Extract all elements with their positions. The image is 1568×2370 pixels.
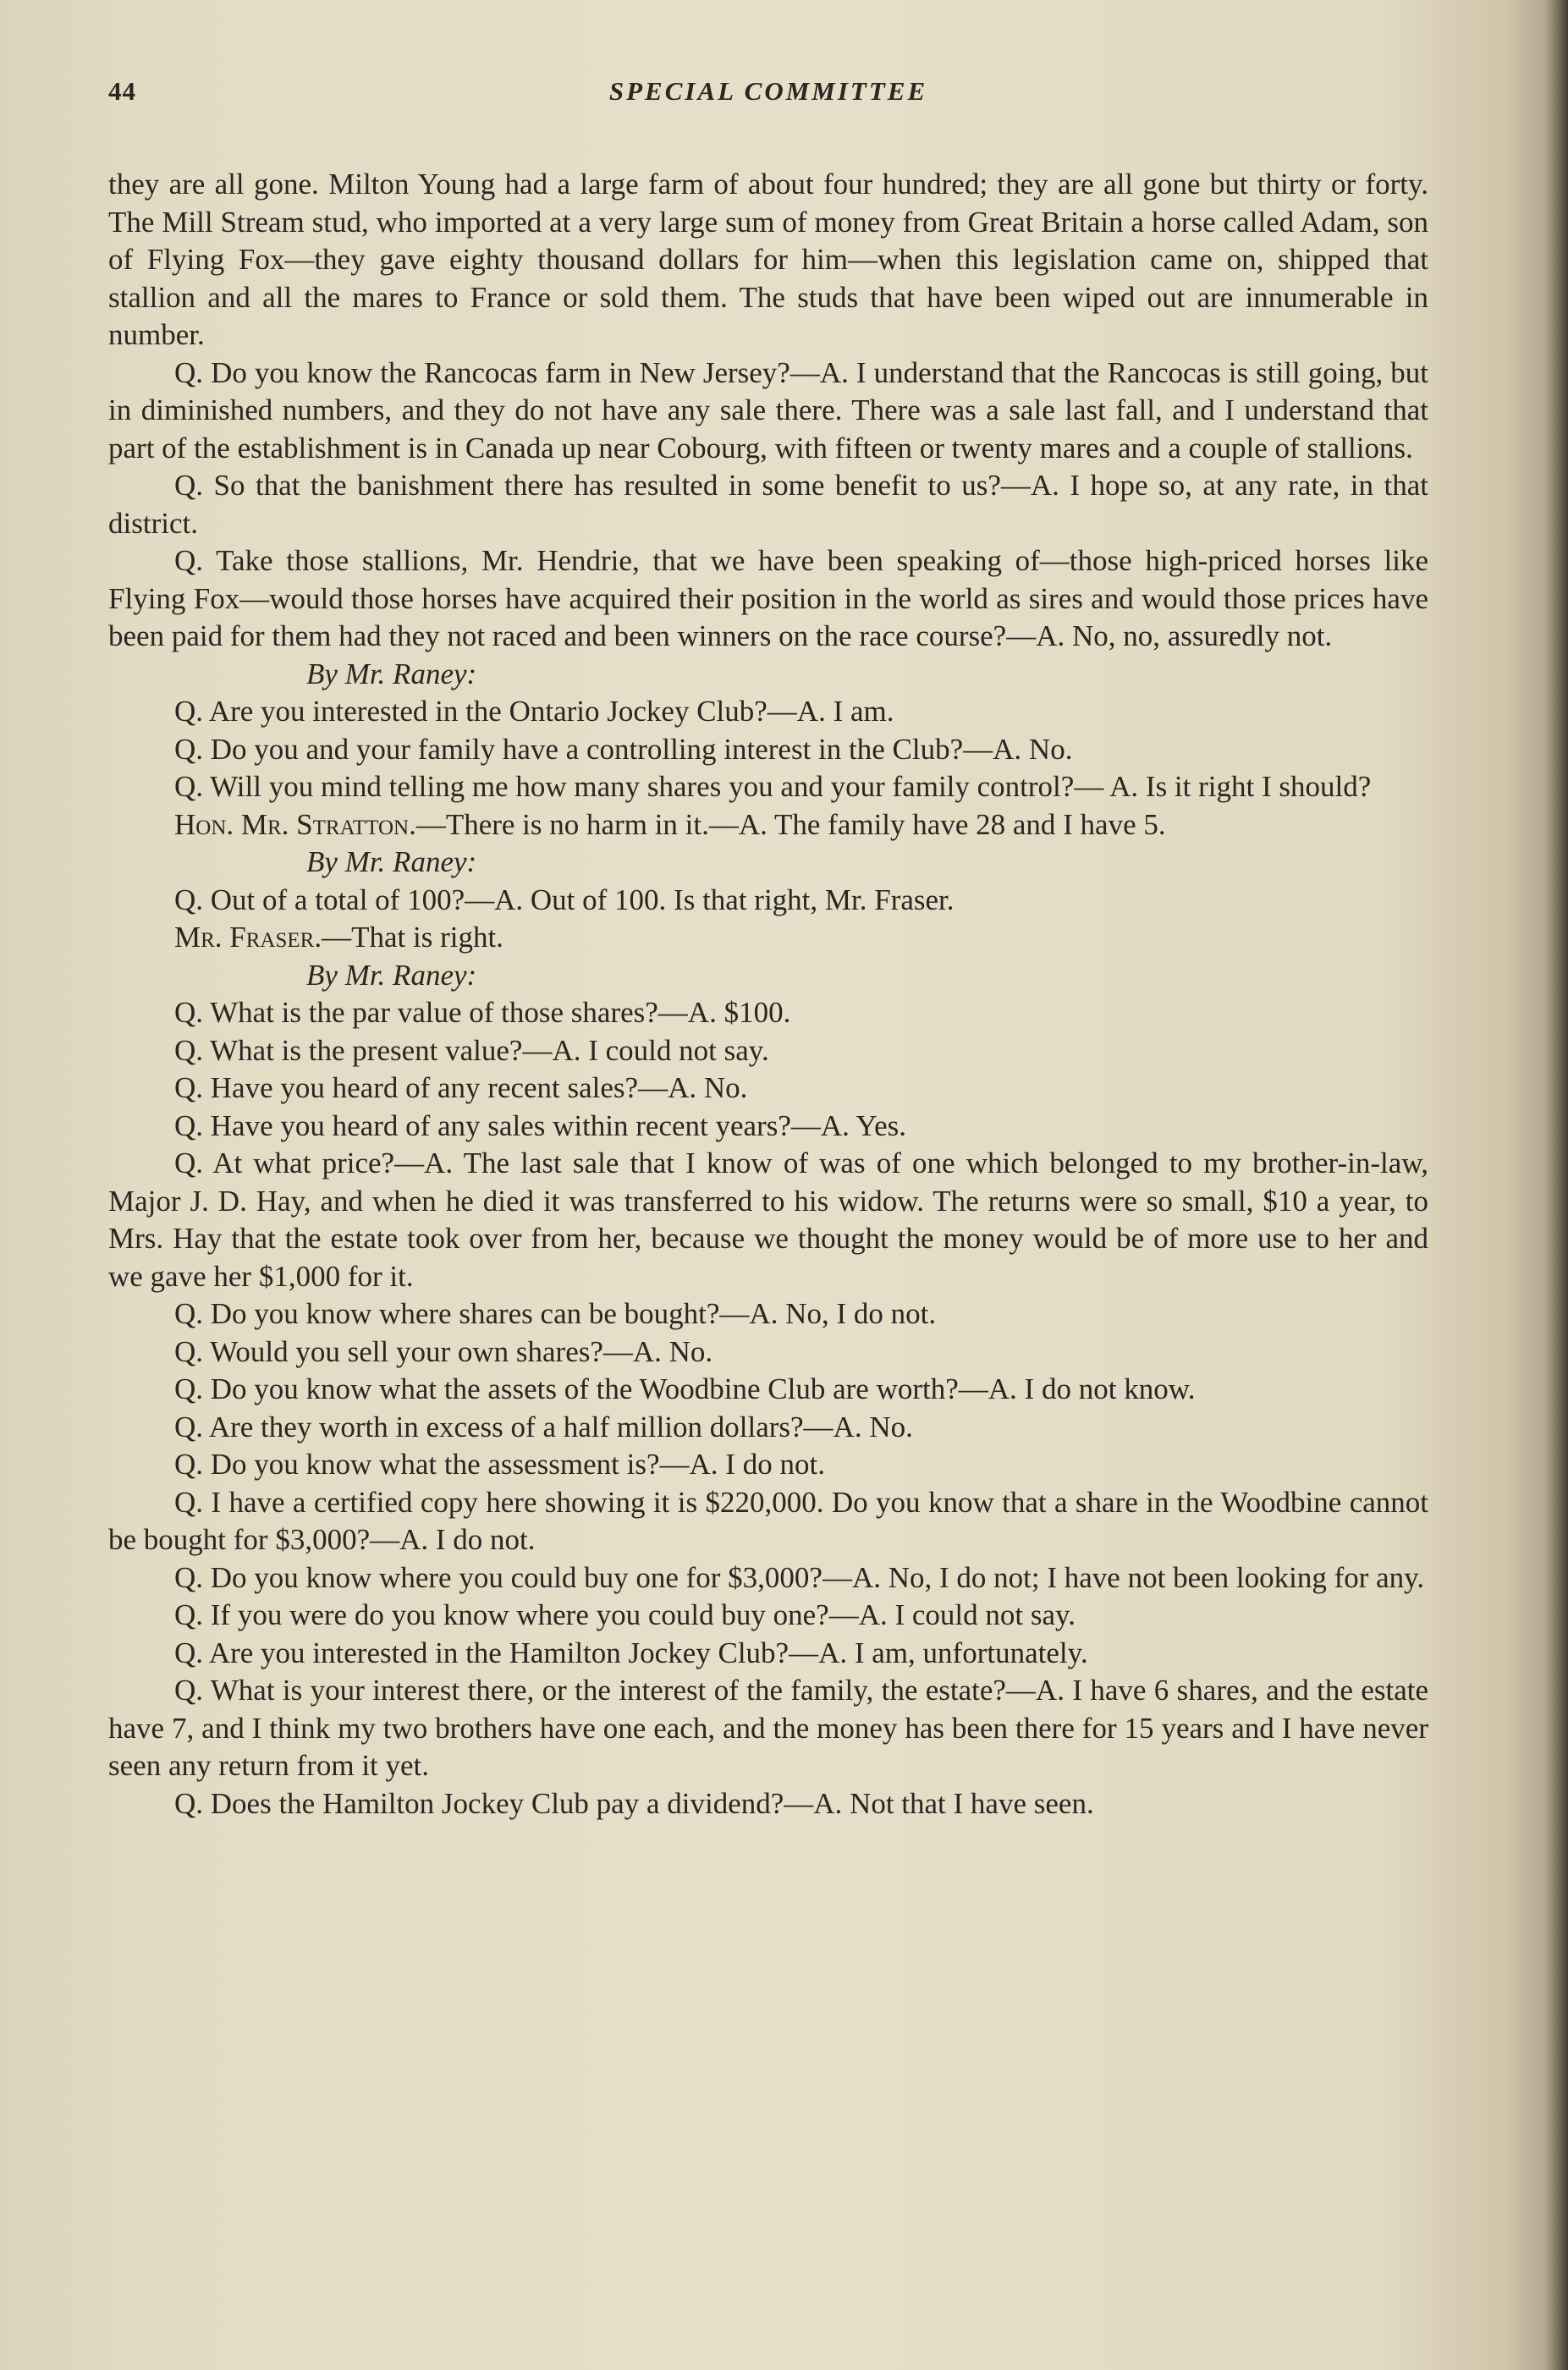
question-answer: Q. Do you know where you could buy one for $3,000?—A. No, I do not; I have not been looking for any. xyxy=(174,1560,1425,1594)
question-answer: Q. So that the banishment there has resulted in some benefit to us?—A. I hope so, at any rate, in that district. xyxy=(108,469,1428,540)
speaker-statement xyxy=(108,919,1428,957)
question-answer: Q. Have you heard of any sales within recent years?—A. Yes. xyxy=(174,1108,907,1142)
question-answer: Q. What is the present value?—A. I could not say. xyxy=(174,1033,769,1067)
paragraph: they are all gone. Milton Young had a large farm of about four hundred; they are all gone but thirty or forty. The Mill Stream stud, who imported at a very large sum of money from Great Britain a horse called Adam, son of Flying Fox—they gave eighty thousand dollars for him—when this legislation came on, shipped that stallion and all the mares to France or sold them. The studs that have been wiped out are innumerable in number. xyxy=(108,168,1428,351)
question-answer: Q. Does the Hamilton Jockey Club pay a dividend?—A. Not that I have seen. xyxy=(174,1786,1094,1820)
question-answer: Q. What is your interest there, or the interest of the family, the estate?—A. I have 6 shares, and the estate have 7, and I think my two brothers have one each, and the money has been there for 15 years and I have never seen any return from it yet. xyxy=(108,1674,1428,1782)
question-answer: Q. Out of a total of 100?—A. Out of 100. Is that right, Mr. Fraser. xyxy=(174,883,955,916)
speaker-name: Hon. Mr. Stratton xyxy=(174,807,410,841)
question-answer: Q. Have you heard of any recent sales?—A. No. xyxy=(174,1071,748,1104)
question-answer: Q. Are they worth in excess of a half million dollars?—A. No. xyxy=(174,1410,913,1443)
question-answer: Q. Do you know the Rancocas farm in New Jersey?—A. I understand that the Rancocas is still going, but in diminished numbers, and they do not have any sale there. There was a sale last fall, and I understand that part of the establishment is in Canada up near Cobourg, with fifteen or twenty mares and a couple of stallions. xyxy=(108,355,1428,465)
examiner-subheading: By Mr. Raney: xyxy=(306,657,477,690)
question-answer: Q. Do you and your family have a controlling interest in the Club?—A. No. xyxy=(174,732,1073,766)
question-answer: Q. What is the par value of those shares?—A. $100. xyxy=(174,996,791,1029)
question-answer: Q. Are you interested in the Hamilton Jockey Club?—A. I am, unfortunately. xyxy=(174,1636,1088,1669)
page-header xyxy=(108,76,1428,118)
question-answer: Q. Would you sell your own shares?—A. No. xyxy=(174,1334,713,1368)
running-head: SPECIAL COMMITTEE xyxy=(608,76,928,106)
examiner-subheading: By Mr. Raney: xyxy=(306,958,477,992)
page-binding-edge xyxy=(1544,0,1568,2370)
question-answer: Q. Do you know what the assets of the Woodbine Club are worth?—A. I do not know. xyxy=(174,1372,1196,1405)
question-answer: Q. Do you know what the assessment is?—A. I do not. xyxy=(174,1448,825,1481)
statement-text: .—There is no harm in it.—A. The family have 28 and I have 5. xyxy=(409,807,1166,841)
question-answer: Q. At what price?—A. The last sale that I know of was of one which belonged to my brother-in-law, Major J. D. Hay, and when he died it was transferred to his widow. The returns were so small, $10 a year, to Mrs. Hay that the estate took over from her, because we thought the money would be of more use to her and we gave her $1,000 for it. xyxy=(108,1147,1428,1293)
question-answer: Q. Do you know where shares can be bought?—A. No, I do not. xyxy=(174,1297,937,1330)
question-answer: Q. Will you mind telling me how many shares you and your family control?— A. Is it right I should? xyxy=(174,770,1372,803)
question-answer: Q. Are you interested in the Ontario Jockey Club?—A. I am. xyxy=(174,695,894,728)
question-answer: Q. I have a certified copy here showing it is $220,000. Do you know that a share in the Woodbine cannot be bought for $3,000?—A. I do not. xyxy=(108,1485,1428,1556)
speaker-statement xyxy=(108,806,1428,844)
question-answer: Q. If you were do you know where you could buy one?—A. I could not say. xyxy=(174,1598,1076,1631)
statement-text: .—That is right. xyxy=(314,921,503,954)
page-body xyxy=(108,166,1428,1823)
question-answer: Q. Take those stallions, Mr. Hendrie, that we have been speaking of—those high-priced horses like Flying Fox—would those horses have acquired their position in the world as sires and would those prices have been paid for them had they not raced and been winners on the race course?—A. No, no, assuredly not. xyxy=(108,544,1428,652)
page-number: 44 xyxy=(108,76,136,106)
speaker-name: Mr. Fraser xyxy=(174,921,315,954)
examiner-subheading: By Mr. Raney: xyxy=(306,845,477,878)
